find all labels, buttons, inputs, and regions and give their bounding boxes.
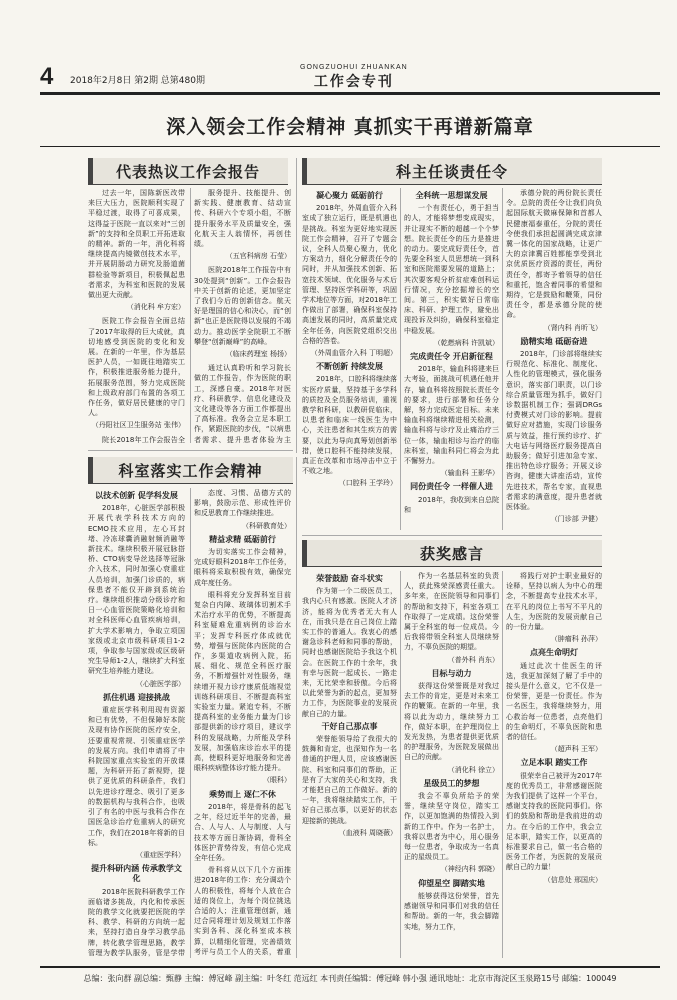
byline: （乾燃病科 许凯斌） [433,338,499,347]
article-subtitle: 凝心聚力 砥砺前行 [316,191,383,200]
paragraph: 将践行对护士职业最好的诠释，坚持以病人为中心的理念，不断提高专业技术水平，在平凡的岗位上书写不平凡的人生，为医院的发展贡献自己的一份力量。 [506,572,602,632]
article-column [88,488,185,958]
article-subtitle: 提升科研内涵 传承教学文化 [91,864,182,884]
paragraph: 2018年，输血科将建来巨大考验，面挑战可机遇任他并存，输血科将按照院长责任令的要求，进行部署和任务分解，努力完成医定目标。未来输血科将继续精进相关检测，输血科将与诊疗及止痛治疗三位一体，输血相诊与治疗的临床科室，输血科同仁将会为此不懈努力。 [404,365,499,466]
paragraph: 2018年，心脏医学部积极开展代表学科技术方向的ECMO技术应用，左心耳封堵、冷冻球囊消融射频消融等新技术。继续积极开展冠脉搭桥、CTO病变导丝选择等冠脉介入技术，同时加强心衰重症人员培训，加强门诊质的，病保患者不能仅开辟到系统治疗。继续组织推动分级诊疗和日一心血管医院策略化培训和对全科医师心血管疾病培训，扩大学术影响力，争取立项国家级或北京市级科研项目1-2项，争取参与国家级或区级研究生导师1-2人，继续扩大科室研究生培养能力建设。 [88,504,185,676]
page-headline: 深入领会工作会精神 真抓实干再谱新篇章 [166,116,534,138]
article-subtitle: 乘势而上 逐仁不休 [209,789,276,799]
byline: （肿瘤科 孙萍） [550,635,602,644]
paragraph: 通过认真聆听和学习院长做的工作报告，作为医院的职工，深感自豪。2018年对医疗、科研教学、信息化建设及文化建设等各方面工作都提出了高标准。我务会立足本职工作，紧跟医院的步伐，“以病患者需求、提升患者体验为主 [194,364,291,443]
article-subtitle: 完成责任令 开启新征程 [410,352,493,362]
byline: （肾内科 肖昕飞） [543,323,602,332]
byline: （血液科 周晓薇） [338,828,397,837]
masthead [300,64,408,91]
byline: （眼科） [263,776,291,785]
paragraph: 2018年，将是骨科的起飞之年，经过近半年的完善，最合、人与人、人与制度、人与技术等方面日渐协调，骨科全体医护青势待发，有信心完成全年任务。 [194,802,291,862]
masthead-pinyin: GONGZUOHUI ZHUANKAN [300,64,408,71]
article-column [506,188,602,530]
byline: （科研教育处） [242,521,291,530]
article-column [506,571,602,958]
byline: （超声科 王军） [550,745,602,754]
article-subtitle: 仰望星空 脚踏实地 [418,878,485,888]
section-bar [302,158,307,184]
article-column [88,188,185,443]
paragraph: 态度、习惯、品德方式的影响，鼓励示范、形成性评价和反思教育工作继续推进。 [194,489,291,518]
section-bar [88,158,93,184]
byline: （消化科 徐立） [447,765,499,774]
paragraph: 医院工作会报告全面总结了2017年取得的巨大成就，真切地感受到医院的变化和发展。在新的一年里，作为基层医护人员，一如既往地踏实工作，积极推进服务能力提升，拓展服务范围，努力完成医院和上级政府部门布置的各项工作任务，做好居民健康的守门人。 [88,317,185,418]
column-divider [296,158,297,453]
paragraph: 2018年，门诊部将继续实行规范化、标准化、制度化、人性化的管理模式，强化服务意识，落实部门职责，以门诊综合质量管理为抓手，做好门诊数据机制工作；强调DRGs付费模式对门诊的影响。提前做好应对措施，实现门诊服务质与效益，推行预约诊疗、扩大电话与网络医疗服务提高自助服务；做好引进加急专家、推出特色诊疗服务；开展义诊咨询，健康大讲座活动，宣传先进技术，帮名专家，直视患者需求的满意度，提升患者就医体验。 [506,350,602,512]
article-subtitle: 以技术创新 促学科发展 [95,491,178,500]
article-subtitle: 全科统一思想谋发展 [415,191,488,200]
paragraph: 获得这份荣誉既是对我过去工作的肯定，更是对未来工作的鞭策。在新的一年里，我将以此为动力，继续努力工作，做好本职，在护理岗位上发光发热，为患者提供更优质的护理服务，为医院发展做出自己的贡献。 [404,682,499,762]
paragraph: 2018年医院科研教学工作面临诸多挑战，内化和传承医院的教学文化就要把医院的学科、教学、科研的方向统一起来，坚持打造自身学习教学品牌，转化教学管理思路，教学管理为教学队服务，管是学带 [88,887,185,957]
paragraph: 我会不辜负所给予的荣誉，继续坚守岗位，踏实工作，以更加饱满的热情投入到新的工作中。作为一名护士，我将以患者为中心，用心服务每一位患者，争取成为一名真正的星级员工。 [404,792,499,862]
section-title-reports [88,158,288,185]
paragraph: 一个有责任心，勇于担当的人，才能将梦想变成现实，并让现实不断的超越一个个梦想。院长责任令的压力是推进的动力。要完成好责任令，首先要全科室人员思想统一到科室和医院需要发展的道路上；其次要客观分析贫症难创科运行情况，充分挖掘增长的空间。第三，积实做好日常临床、科研、护理工作，避免出现投诉及纠纷，确保科室稳定中稳发展。 [404,204,499,335]
column-divider [296,457,297,958]
paragraph: 2018年，我收到来自总院和 [404,495,499,514]
footer-credits: 总编：张向群 副总编：甄静 主编：傅冠峰 副主编：叶冬红 范远红 本刊责任编辑：傅冠峰 韩小强 通讯地址：北京市海淀区玉泉路15号 邮编：100049 [40,966,660,984]
paragraph: 服务提升、技能提升、创新实践、健康教育、结动宣传、科研六个专项小组，不断提升服务水平及质量安全，强化航天主人翁情怀，再创佳绩。 [194,189,291,249]
column-divider [190,488,191,958]
section-divider [88,450,293,451]
byline: （临床药理室 杨扬） [225,350,291,359]
paragraph: 2018年，口腔科将继续落实医疗质量，坚持基于多学科的质控及全员服务培训，重视教学和科研，以教研促临床，以患者和临床一线医生为中心，关注患者和其生疾方的需要，以此为导向真筹划创新举措，使口腔科不能持续发展，真正在改革和市场冲击中立于不败之地。 [302,375,397,476]
paragraph: 通过此次十佳医生的评选，我更加深刻了解了手中的接头是什么意义，它不仅是一份荣誉，更是一份责任。作为一名医生，我将继续努力，用心救治每一位患者，点亮他们的生命明灯，不辜负医院和患者的信任。 [506,661,602,742]
article-subtitle: 精益求精 砥砺前行 [209,534,276,544]
paragraph: 医院2018年工作报告中有30处提到“创新”。工作会报告中关于创新的论述，更加坚定了我们今后的创新信念。航天好是理国的信心和决心，而“创新”也正是医院得以发展的不竭动力。推动医学全院职工不断攀登“创新巅峰”的高峰。 [194,266,291,346]
byline: （外周血管介入科 丁明超） [310,349,397,358]
article-column [194,488,291,958]
byline: （门诊部 尹健） [550,515,602,524]
section-title-responsibility [302,158,602,185]
paragraph: 2018年，外周血管介入科室成了独立运行，既是机遇也是挑战。科室为更好地实现医院工作会精神，召开了专题会议，全科人员聚心聚力，优化方案动力，细化分解责任令的同时，并从加强技术创新、拓宽技术领域、优化服务与术后管理、坚持医学科研等，巩固学术地位等方面，对2018年工作做出了部署，确保科室保持高速发展的同时，高质量完成全年任务，向医院党组织交出合格的答卷。 [302,204,397,345]
byline: （口腔科 王学玲） [338,479,397,488]
paragraph: 重症医学科利用现有资源和已有优势，不但保障好本院及现有协作医院的医疗安全，还要重视常规、引领重症医学的发展方向。我们申请将了中科院国家重点实验室的开放课题，为科研开拓了新视野，提供了更优质的科研条件，我们以先进诊疗理念、吸引了更多的数据机构与我科合作，也吸引了有名的中医与我科合作在国医急诊治疗危重病人的研究工作，我们在2018年将新的目标。 [88,706,185,847]
header-rule [40,92,660,95]
paragraph: 眼科将充分发挥科室目前复杂白内障、玻璃体切割术手术治疗水平的优势，不断提高科室疑难危重病例的诊治水平；发挥专科医疗体成就优势，增强与医院体内医院的合作，多渠道收病例入院，拓展、细化、规范全科医疗服务，不断增强针对性服务，继续增开视力诊疗康质低端视觉训练科研项目、不断提高科室实验室力量。紧追专科，不断提高科室的业务能力量为门诊部提供新的诊疗项目，建议学科的发展战略，力所能及学科发展，加强临床诊治水平的提高，使眼科更好地服务和完善眼科疾病整体诊疗能力提升。 [194,590,291,773]
paragraph: 很荣幸自己被评为2017年度的优秀员工，非常感谢医院为我们提供了这样一个平台，感谢支持我的医院同事们。你们的鼓励和帮助是我前进的动力。在今后的工作中，我会立足本职，踏实工作，以更高的标准要求自己，做一名合格的医务工作者，为医院的发展贡献自己的力量！ [506,771,602,872]
paragraph: 作为一名基层科室的负责人，获此殊荣深感责任重大。多年来，在医院领导和同事们的帮助和支持下，科室各项工作取得了一定成绩。这份荣誉属于全科室的每一位成员。今后我将带领全科室人员继续努力，不辜负医院的期望。 [404,572,499,652]
article-subtitle: 点亮生命明灯 [530,648,578,658]
page-number: 4 [40,63,54,90]
article-subtitle: 不断创新 持续发展 [316,362,383,372]
paragraph: 院长2018年工作会报告全 [102,435,185,443]
column-divider [190,188,191,443]
article-column [404,571,499,958]
paragraph: 过去一年，国陈新医改带来巨大压力，医院顺利实现了平稳过渡，取得了可喜成果，这得益于医院一直以来对“三创新”的支持和全员职工开拓进取的精神。新的一年，消化科将继续提高内镜微创技术水平，并开展阴肠动力研究及肠道菌群检验等新项目，积极佩起患者需求，为科室和医院的发展做出更大贡献。 [88,189,185,300]
article-subtitle: 目标与动力 [431,668,472,678]
byline: （五官科病房 石莹） [225,252,291,261]
section-title-text: 科主任谈责任令 [395,162,508,181]
section-title-text: 代表热议工作会报告 [115,162,260,181]
section-title-implementation [88,457,293,484]
section-bar [302,540,307,566]
masthead-title: 工作会专刊 [313,74,394,90]
byline: （重症医学科） [136,850,185,859]
byline: （神经内科 郭晓） [440,865,499,874]
article-column [404,188,499,530]
column-divider [502,188,503,530]
section-divider [302,535,602,536]
byline: （丹阳社区卫生服务站 张伟） [91,421,185,430]
column-divider [400,571,401,958]
headline-rule [40,146,660,147]
paragraph: 能够获得这份荣誉，首先感谢领导和同事们对我的信任和帮助。新的一年，我会脚踏实地，努力工作， [404,891,499,931]
article-subtitle: 同份责任令 一样催人进 [410,482,493,492]
byline: （信息处 邢国庆） [543,875,602,884]
paragraph: 荣誉能领导给了我很大的鼓舞和肯定，也深知作为一名普通的护理人员，应该感谢医院、科室和同事们的帮助，正是有了大家的关心和支持，我才能把自己的工作做好。新的一年，我将继续踏实工作，干好自己那点事，以更好的状态迎接新的挑战。 [302,735,397,825]
paragraph: 承德分院的两份院长责任令。总院的责任令让我们向负起国际航天微麻保障和首都人民健康福泰重任，分院的责任令使我们承担起圆满完成京津冀一体化的国家战略，让更广大的京津冀百姓都能享受到北京优质医疗资源的责任，两份责任令，都寄予着领导的信任和重托，饱含着同事的希望和期待，它是鼓励和鞭策，同份责任令，都是承德分院的使命。 [506,189,602,320]
article-subtitle: 星级员工的梦想 [423,778,480,788]
article-subtitle: 抓住机遇 迎接挑战 [103,692,170,702]
byline: （消化科 牟方宏） [126,303,185,312]
article-column [302,571,397,958]
column-divider [502,571,503,958]
paragraph: 作为第一个二级医员工，我内心只有感激。医院人才济济，能将为优秀者无大有人在，而我只是在自己岗位上踏实工作的普通人。我衷心的感谢急诊科老师和同事的帮助，同时也感谢医院给予我这个机会。在医院工作的十余年，我有幸与医院一起成长、一路走来，无比荣幸和骄傲。今后将以此荣誉为新的起点，更加努力工作，为医院事业的发展贡献自己的力量。 [302,587,397,718]
article-subtitle: 励精实地 砥砺奋进 [520,336,588,346]
article-subtitle: 干好自己那点事 [321,721,378,731]
byline: （普外科 肖东） [447,655,499,664]
paragraph: 为切实落实工作会精神，完成好眼科2018年工作任务，眼科将采取积极有效，确保完成年度任务。 [194,548,291,587]
issue-meta: 2018年2月8日 第2期 总第480期 [70,76,205,86]
section-title-award-speeches [302,540,602,567]
article-column [302,188,397,530]
section-title-text: 科室落实工作会精神 [118,461,263,480]
column-divider [400,188,401,530]
section-title-text: 获奖感言 [419,544,484,563]
byline: （输血科 王影华） [440,469,499,478]
article-subtitle: 立足本职 踏实工作 [520,758,588,768]
section-bar [88,457,93,483]
byline: （心脏医学部） [136,679,185,688]
article-subtitle: 荣誉鼓励 奋斗状实 [316,574,383,583]
article-column [194,188,291,443]
paragraph: 骨科将从以下几个方面推进2018年的工作：充分调动个人的积极性，将每个人放在合适的岗位上，为每个岗位挑选合适的人；注重管理创新，通过合同将理计划及规划工作落实到各科、深化科室成本核算，以精细化管理，完善绩效考评与员工个人的关系，着重 [194,866,291,956]
